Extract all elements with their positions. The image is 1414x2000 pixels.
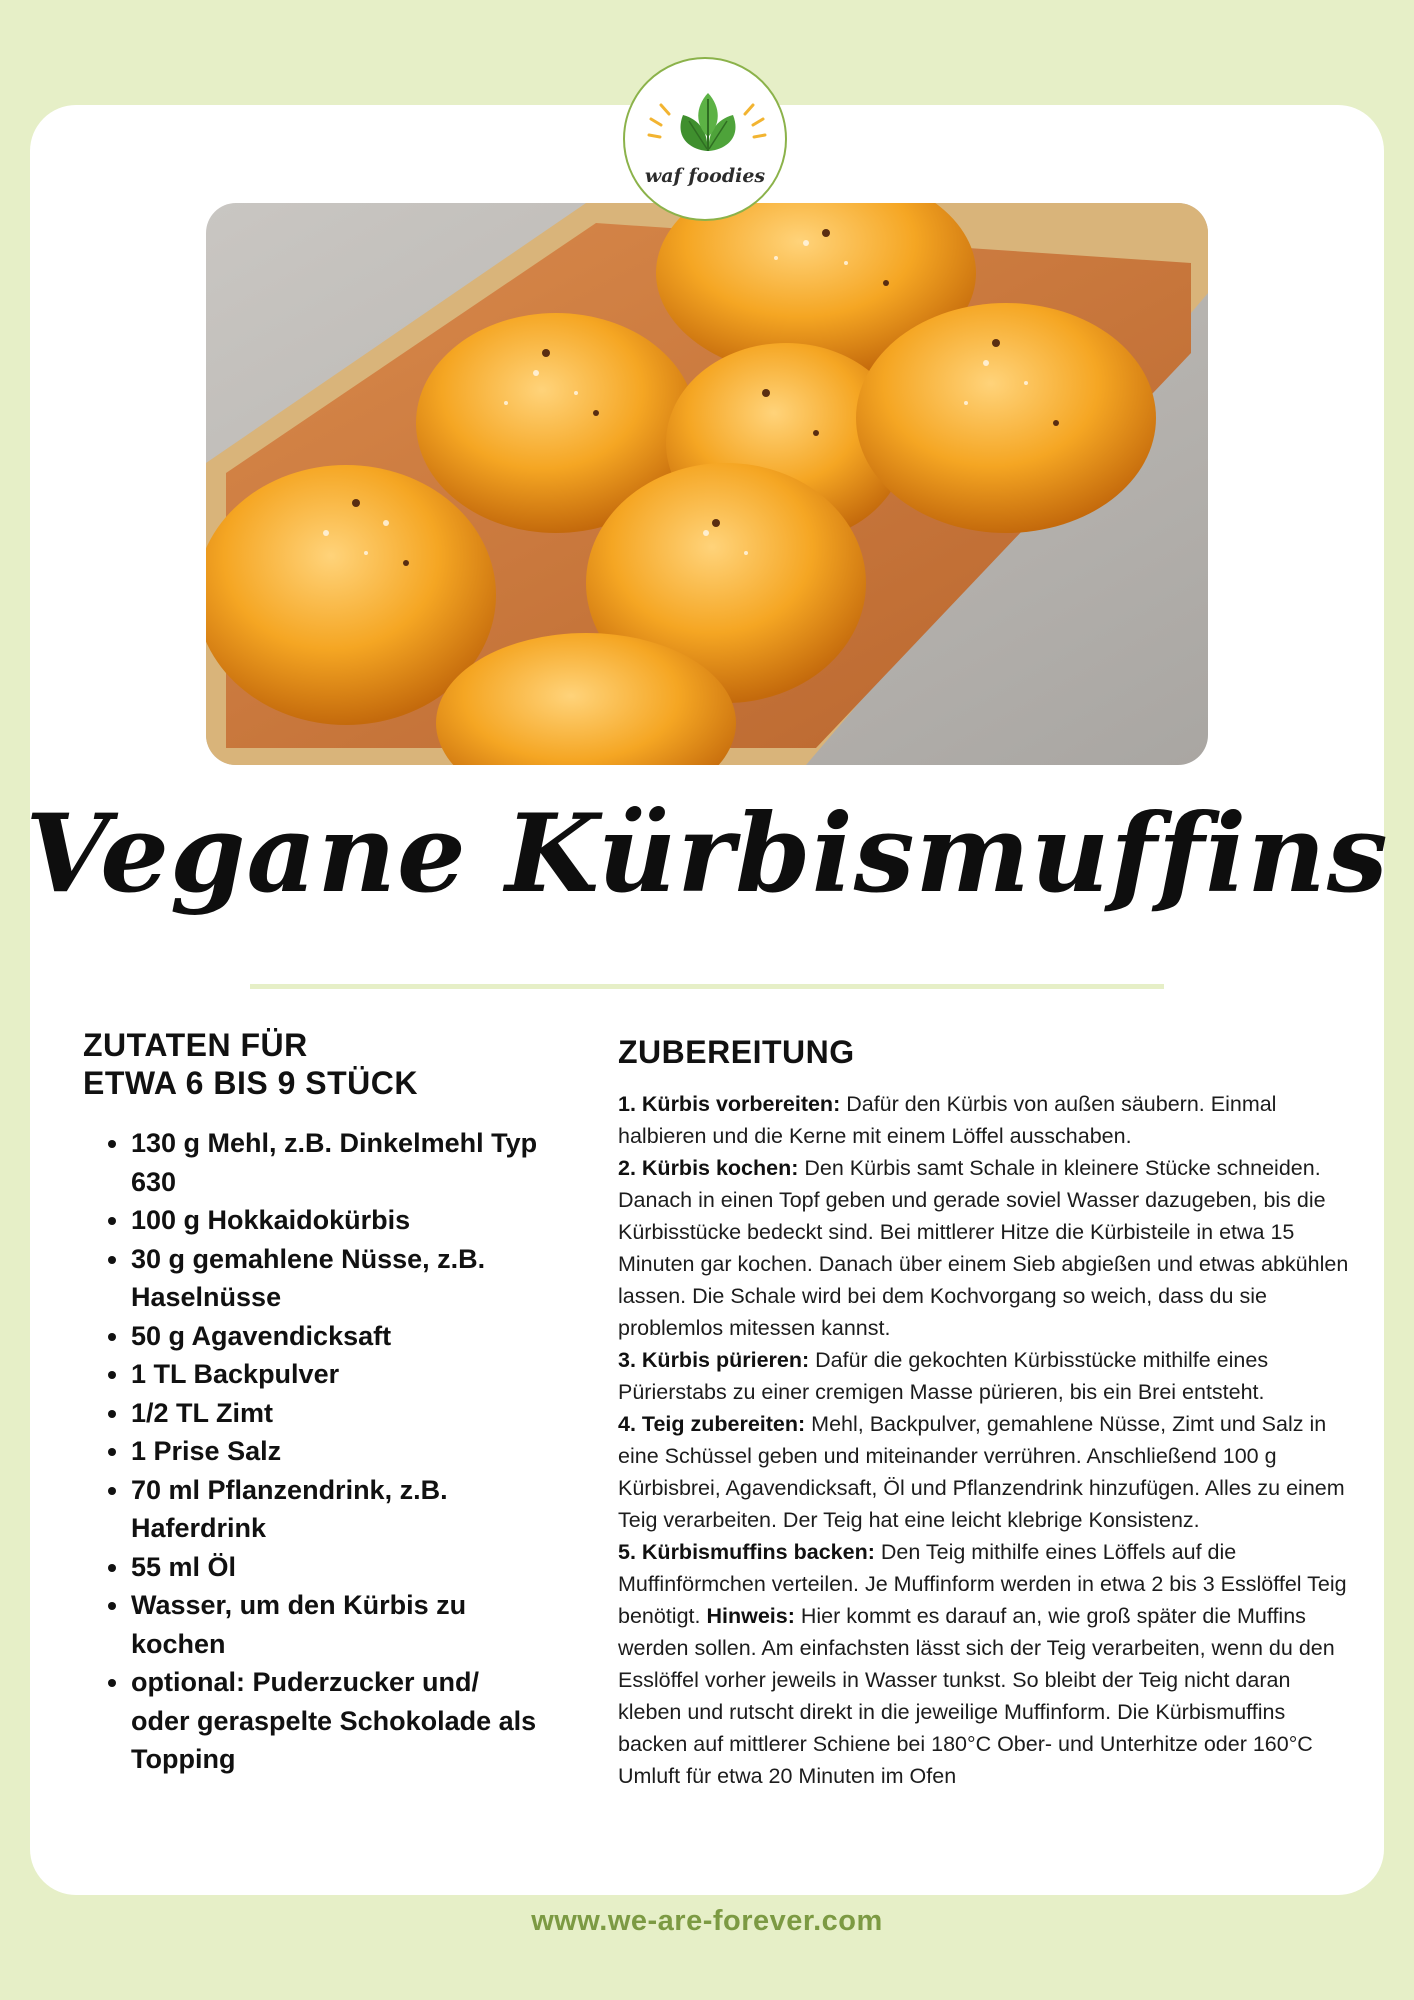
step-text: Den Kürbis samt Schale in kleinere Stücke schneiden. Danach in einen Topf geben und gerade soviel Wasser dazugeben, bis die Kürbisstücke bedeckt sind. Bei mittlerer Hitze die Kürbisteile in etwa 15 Minuten gar kochen. Danach über einem Sieb abgießen und etwas abkühlen lassen. Die Schale wird bei dem Kochvorgang so weich, dass du sie problemlos mitessen kannst. bbox=[618, 1156, 1349, 1340]
ingredient-item: • optional: Puderzucker und/ oder geraspelte Schokolade als Topping bbox=[131, 1663, 543, 1779]
step-1 bbox=[618, 1088, 1358, 1152]
note-text: Hier kommt es darauf an, wie groß später die Muffins werden sollen. Am einfachsten lässt sich der Teig verarbeiten, wenn du den Esslöffel vorher jeweils in Wasser tunkst. So bleibt der Teig nicht daran kleben und rutscht direkt in die jeweilige Muffinform. Die Kürbismuffins backen auf mittlerer Schiene bei 180°C Ober- und Unterhitze oder 160°C Umluft für etwa 20 Minuten im Ofen bbox=[618, 1604, 1335, 1788]
ingredient-item: • 55 ml Öl bbox=[131, 1548, 543, 1587]
ingredient-item: • 1 TL Backpulver bbox=[131, 1355, 543, 1394]
step-text: Mehl, Backpulver, gemahlene Nüsse, Zimt und Salz in eine Schüssel geben und miteinander verrühren. Anschließend 100 g Kürbisbrei, Agavendicksaft, Öl und Pflanzendrink hinzufügen. Alles zu einem Teig verarbeiten. Der Teig hat eine leicht klebrige Konsistenz. bbox=[618, 1412, 1345, 1532]
ingredient-item: • 50 g Agavendicksaft bbox=[131, 1317, 543, 1356]
preparation-steps bbox=[618, 1088, 1358, 1792]
ingredient-item: • Wasser, um den Kürbis zu kochen bbox=[131, 1586, 543, 1663]
ingredient-item: • 1 Prise Salz bbox=[131, 1432, 543, 1471]
ingredients-heading-line1: ZUTATEN FÜR bbox=[83, 1027, 308, 1063]
step-label: 3. Kürbis pürieren: bbox=[618, 1348, 810, 1372]
title-divider bbox=[250, 984, 1164, 989]
note-label: Hinweis: bbox=[706, 1604, 795, 1628]
ingredients-heading bbox=[83, 1026, 543, 1102]
step-text: Den Teig mithilfe eines Löffels auf die Muffinförmchen verteilen. Je Muffinform werden in etwa 2 bis 3 Esslöffel Teig benötigt. bbox=[618, 1540, 1347, 1628]
step-label: 1. Kürbis vorbereiten: bbox=[618, 1092, 841, 1116]
ingredients-heading-line2: ETWA 6 BIS 9 STÜCK bbox=[83, 1065, 418, 1101]
ingredient-item: • 30 g gemahlene Nüsse, z.B. Haselnüsse bbox=[131, 1240, 543, 1317]
ingredient-item: • 100 g Hokkaidokürbis bbox=[131, 1201, 543, 1240]
recipe-title: Vegane Kürbismuffins bbox=[25, 791, 1389, 917]
basil-leaf-icon bbox=[625, 59, 789, 223]
step-4 bbox=[618, 1408, 1358, 1536]
step-text: Dafür den Kürbis von außen säubern. Einmal halbieren und die Kerne mit einem Löffel ausschaben. bbox=[618, 1092, 1277, 1148]
brand-logo bbox=[623, 57, 787, 221]
hero-photo bbox=[206, 203, 1208, 765]
step-2 bbox=[618, 1152, 1358, 1344]
preparation-section bbox=[618, 1032, 1358, 1792]
step-5 bbox=[618, 1536, 1358, 1792]
ingredients-list bbox=[83, 1124, 543, 1779]
ingredients-section bbox=[83, 1026, 543, 1779]
ingredient-item: • 70 ml Pflanzendrink, z.B. Haferdrink bbox=[131, 1471, 543, 1548]
footer-url[interactable]: www.we-are-forever.com bbox=[531, 1905, 883, 1937]
ingredient-item: • 130 g Mehl, z.B. Dinkelmehl Typ 630 bbox=[131, 1124, 543, 1201]
step-label: 4. Teig zubereiten: bbox=[618, 1412, 806, 1436]
step-label: 5. Kürbismuffins backen: bbox=[618, 1540, 875, 1564]
preparation-heading: ZUBEREITUNG bbox=[618, 1034, 855, 1070]
brand-name: waf foodies bbox=[644, 165, 766, 187]
step-3 bbox=[618, 1344, 1358, 1408]
step-text: Dafür die gekochten Kürbisstücke mithilfe eines Pürierstabs zu einer cremigen Masse pürieren, bis ein Brei entsteht. bbox=[618, 1348, 1269, 1404]
ingredient-item: • 1/2 TL Zimt bbox=[131, 1394, 543, 1433]
step-label: 2. Kürbis kochen: bbox=[618, 1156, 799, 1180]
